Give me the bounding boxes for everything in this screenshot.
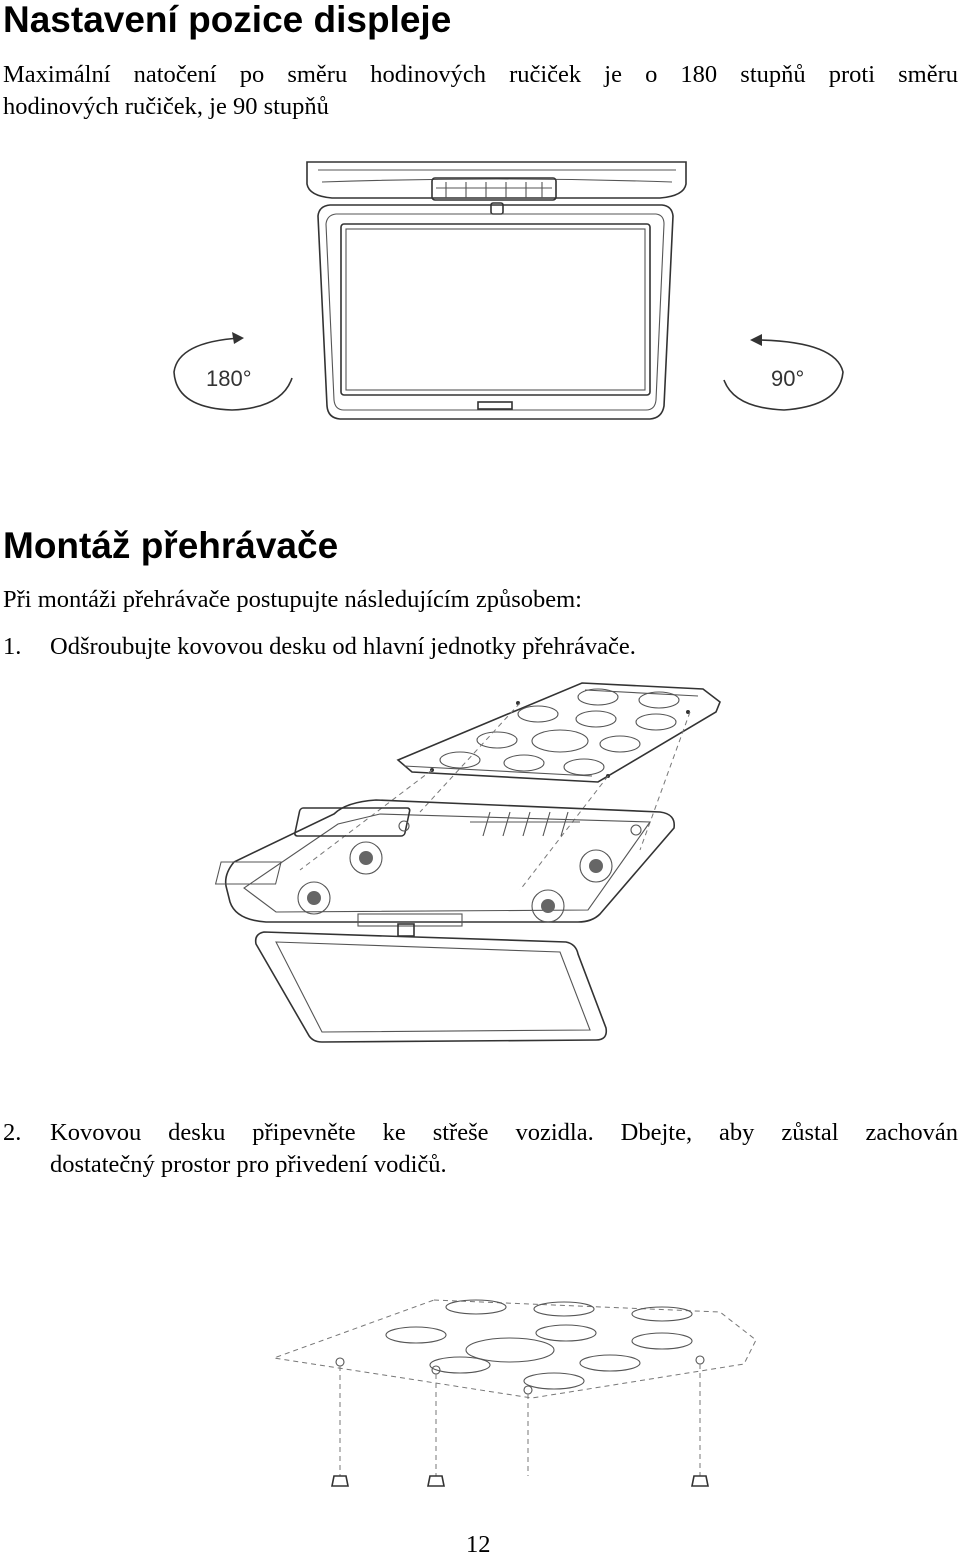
rotation-label-180: 180° bbox=[206, 366, 252, 391]
section-title-mounting: Montáž přehrávače bbox=[3, 525, 339, 566]
page-number: 12 bbox=[466, 1531, 491, 1558]
step-2-text-line1: Kovovou desku připevněte ke střeše vozidla. Dbejte, aby zůstal zachován bbox=[50, 1119, 958, 1146]
rotation-description-line1: Maximální natočení po směru hodinových ručiček je o 180 stupňů proti směru bbox=[3, 61, 958, 88]
step-2-number: 2. bbox=[3, 1119, 22, 1146]
rotation-description-line2: hodinových ručiček, je 90 stupňů bbox=[3, 93, 329, 120]
mounting-intro: Při montáži přehrávače postupujte následujícím způsobem: bbox=[3, 586, 582, 613]
section-title-display-position: Nastavení pozice displeje bbox=[3, 0, 452, 40]
mounting-plate-roof bbox=[274, 1300, 756, 1398]
step-2-text-line2: dostatečný prostor pro přivedení vodičů. bbox=[50, 1151, 447, 1178]
step-1-number: 1. bbox=[3, 633, 22, 660]
step-1-text: Odšroubujte kovovou desku od hlavní jednotky přehrávače. bbox=[50, 633, 636, 660]
mounting-screws bbox=[332, 1364, 708, 1486]
rotation-label-90: 90° bbox=[771, 366, 805, 391]
